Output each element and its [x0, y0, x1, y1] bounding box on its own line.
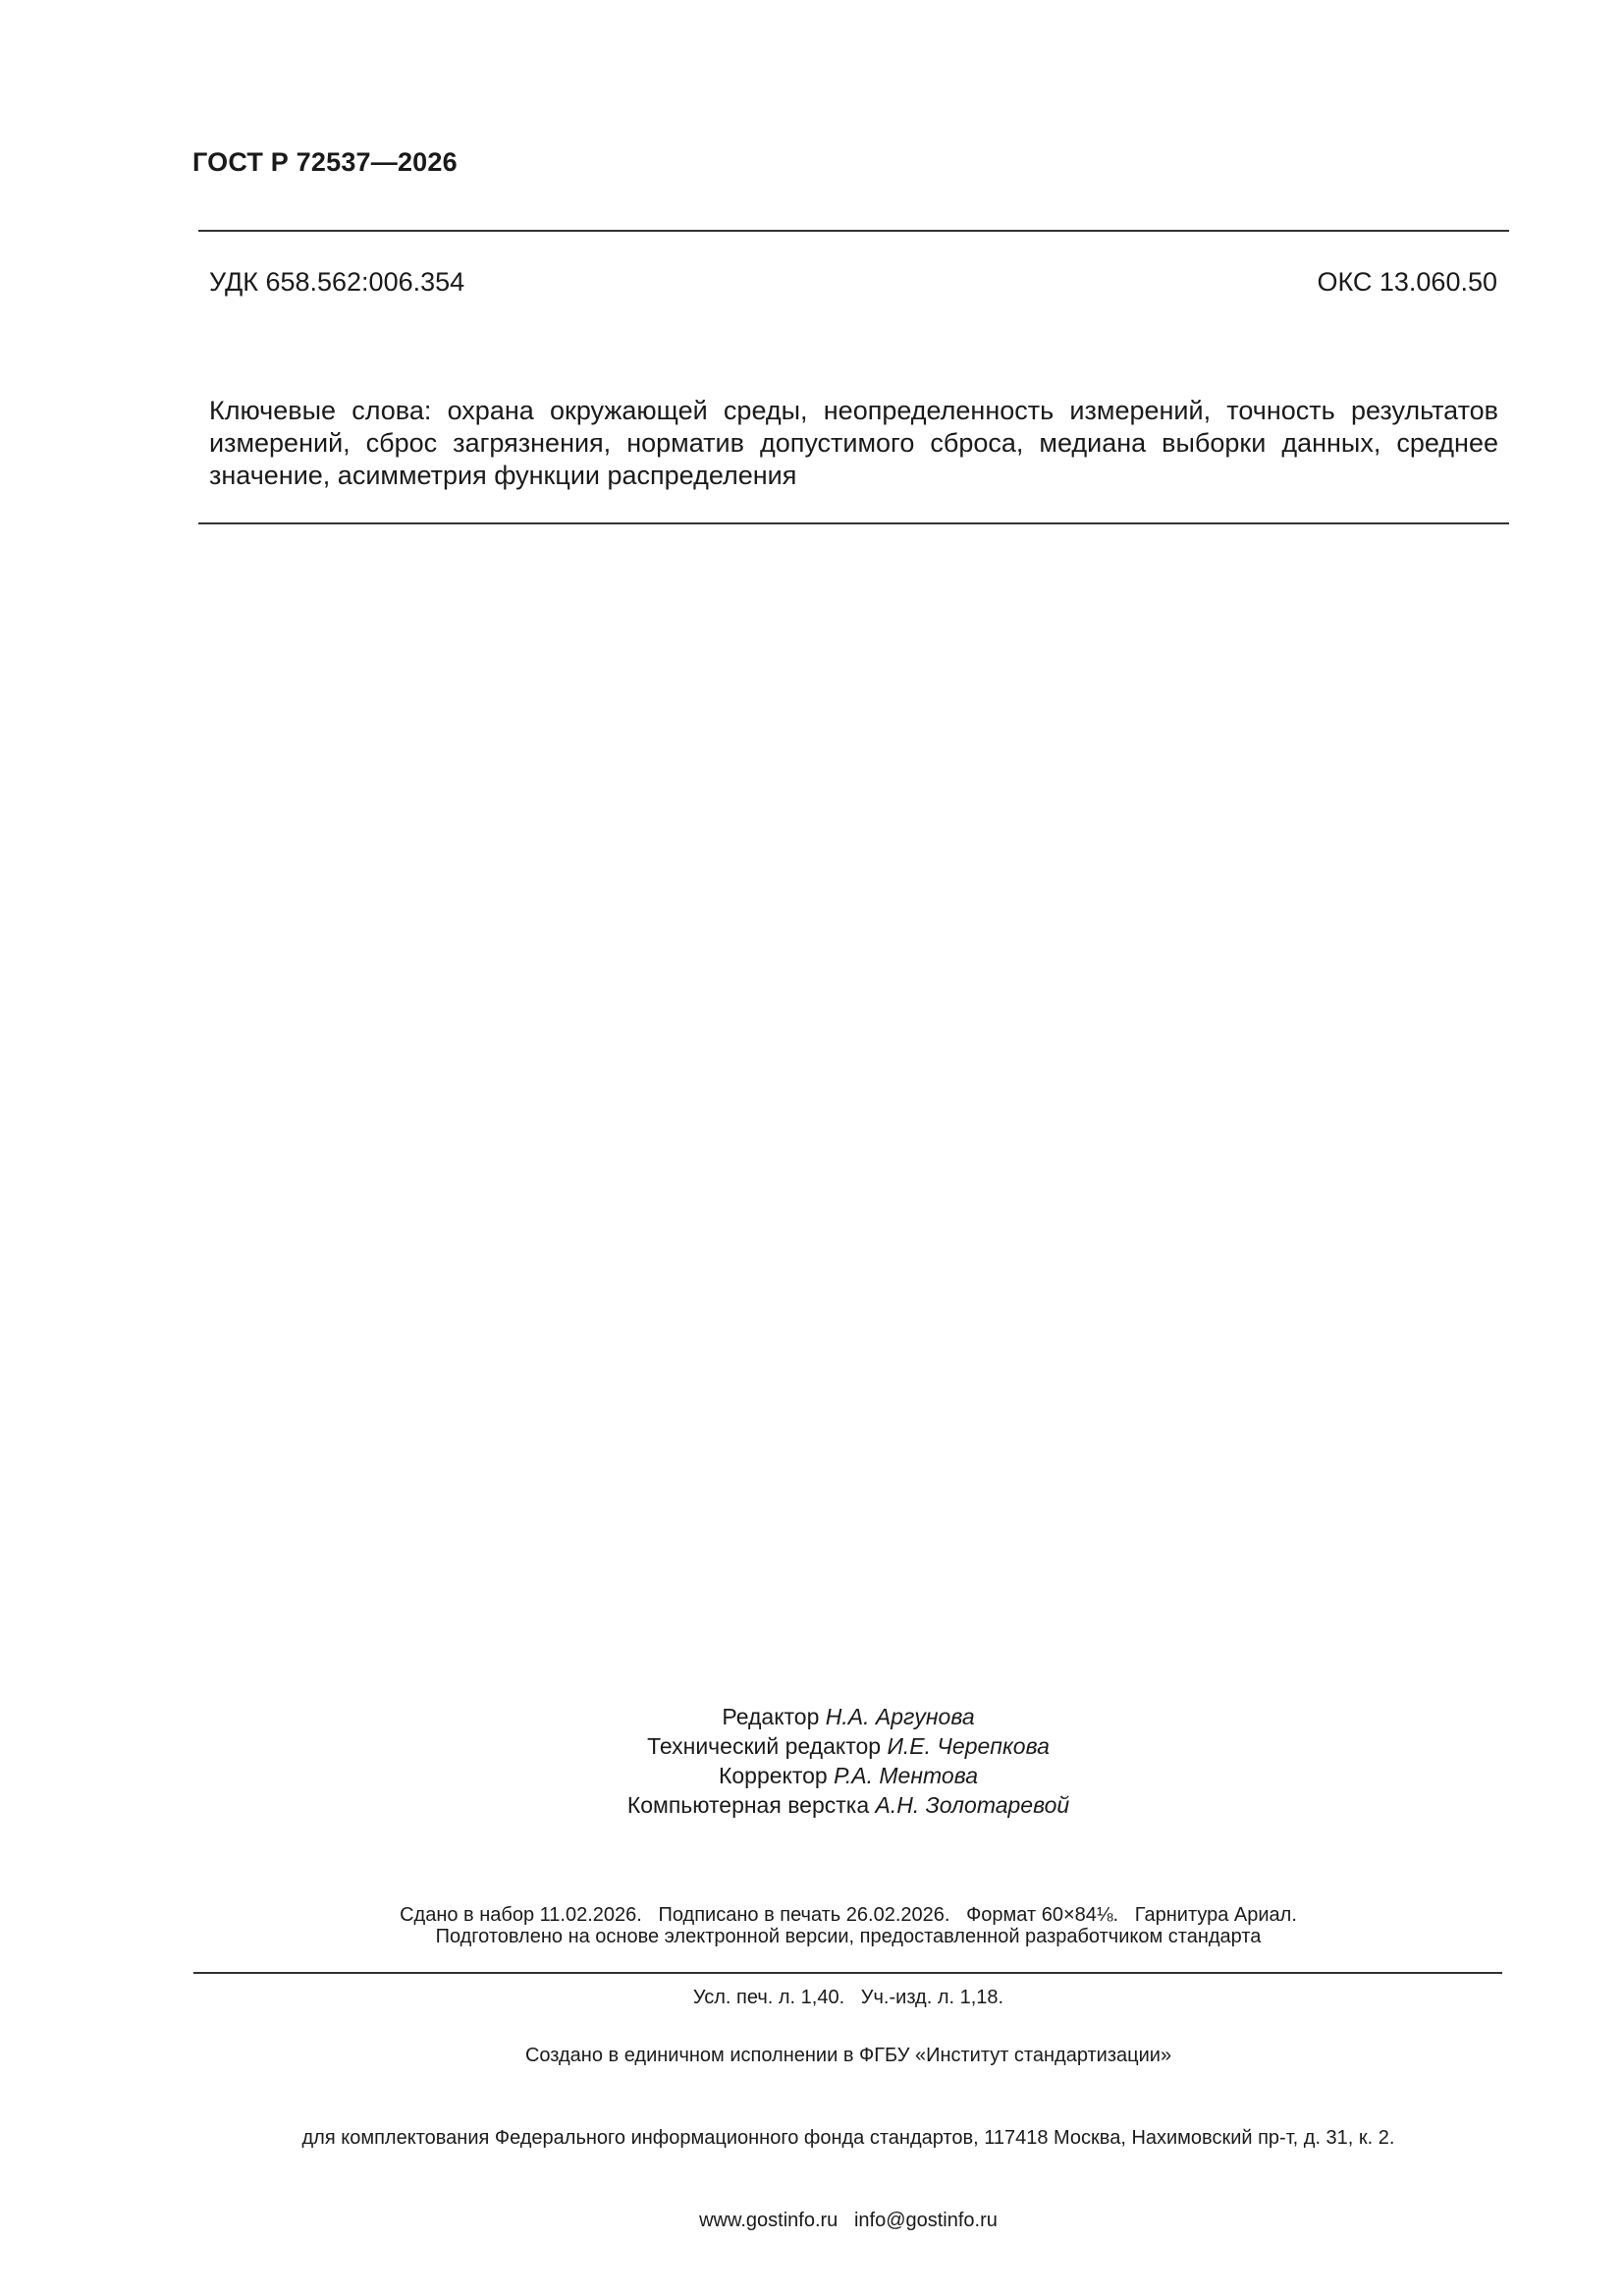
bottom-divider [193, 1972, 1502, 1974]
publisher-line: для комплектования Федерального информационного фонда стандартов, 117418 Москва, Нахимовский пр-т, д. 31, к. 2. [301, 2127, 1395, 2149]
credit-person: Р.А. Ментова [834, 1763, 978, 1788]
credit-role: Редактор [722, 1704, 820, 1729]
keywords-divider [198, 522, 1509, 524]
udk-code: УДК 658.562:006.354 [209, 267, 465, 297]
keywords-paragraph: Ключевые слова: охрана окружающей среды, неопределенность измерений, точность результатов измерений, сброс загрязнения, норматив допустимого сброса, медиана выборки данных, среднее значение, асимметрия функции распределения [209, 396, 1498, 490]
standard-code: ГОСТ Р 72537—2026 [192, 147, 458, 177]
oks-code: ОКС 13.060.50 [1317, 267, 1497, 297]
credit-person: И.Е. Черепкова [887, 1733, 1050, 1759]
credit-person: Н.А. Аргунова [825, 1704, 975, 1729]
publisher-websites: www.gostinfo.ru info@gostinfo.ru [699, 2210, 998, 2231]
prepared-note: Подготовлено на основе электронной версии, предоставленной разработчиком стандарта [435, 1926, 1262, 1947]
credit-editor [0, 1702, 1623, 1731]
credit-layout [0, 1790, 1623, 1820]
classifier-row [209, 267, 1497, 298]
publisher-info [0, 1987, 1623, 2262]
credits-block [0, 1702, 1623, 1820]
print-info-line: Усл. печ. л. 1,40. Уч.-изд. л. 1,18. [692, 1987, 1004, 2008]
top-divider [198, 230, 1509, 232]
credit-technical-editor [0, 1731, 1623, 1761]
credit-corrector [0, 1761, 1623, 1790]
credit-role: Компьютерная верстка [626, 1792, 870, 1818]
credit-role: Корректор [718, 1763, 828, 1788]
print-info-line: Сдано в набор 11.02.2026. Подписано в печать 26.02.2026. Формат 60×84⅛. Гарнитура Ариал. [400, 1904, 1297, 1926]
credit-person: А.Н. Золотаревой [875, 1792, 1070, 1818]
credit-role: Технический редактор [647, 1733, 882, 1759]
publisher-line: Создано в единичном исполнении в ФГБУ «Институт стандартизации» [524, 2045, 1172, 2066]
